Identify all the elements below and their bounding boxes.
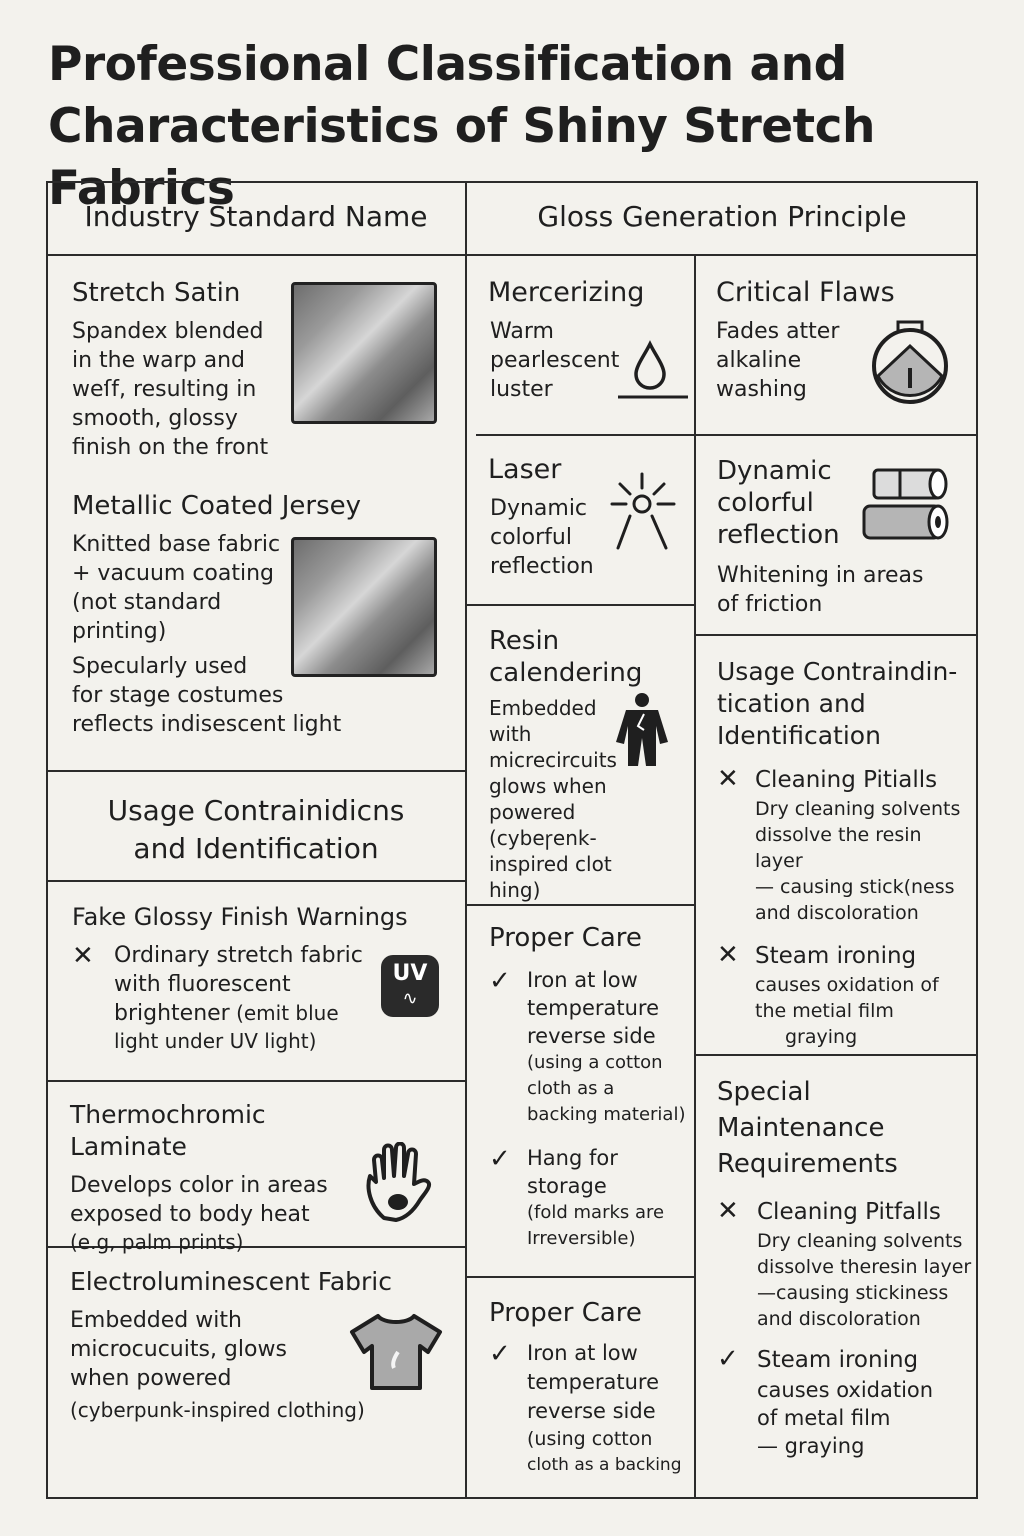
metallic-swatch-image: [291, 537, 437, 677]
thermo-section: [70, 1099, 370, 1255]
special-maintenance-section: [717, 1074, 975, 1460]
page-title: Professional Classification and Characteristics of Shiny Stretch Fabrics: [48, 37, 875, 216]
uv-wave-glyph: ∿: [402, 988, 418, 1009]
usage-right-item-line: causes oxidation of: [755, 974, 939, 996]
check-icon: ✓: [489, 1339, 511, 1369]
fake-gloss-line: with fluorescent: [114, 972, 291, 997]
dynamic-line: Whitening in areas: [717, 563, 924, 588]
critical-flaws-heading: Critical Flaws: [716, 277, 895, 308]
stretch-satin-line: weſf, resulting in: [72, 377, 257, 402]
satin-swatch-image: [291, 282, 437, 424]
electro-line: Embedded with: [70, 1308, 242, 1333]
row-divider: [694, 634, 978, 636]
proper-care-section: [489, 922, 689, 1252]
cross-icon: ✕: [72, 941, 94, 971]
cross-icon: ✕: [717, 1196, 739, 1226]
tshirt-icon: [348, 1312, 444, 1392]
laser-line: colorful: [490, 525, 572, 550]
proper-care-small: Irreversible): [527, 1228, 636, 1249]
proper-care-small: backing material): [527, 1104, 686, 1125]
proper-care-line: storage: [527, 1174, 607, 1198]
resin-line: glows when: [489, 774, 607, 798]
check-icon: ✓: [717, 1344, 739, 1374]
stretch-satin-section: [72, 277, 292, 462]
usage-right-section: [717, 656, 975, 1050]
row-divider: [46, 770, 466, 772]
critical-flaws-line: Fades atter: [716, 319, 840, 344]
special-item-line: —causing stickiness: [757, 1282, 949, 1304]
usage-right-item-title: Steam ironing: [755, 943, 917, 969]
hand-print-icon: [362, 1142, 442, 1224]
alkaline-wash-icon: [868, 318, 952, 406]
usage-right-heading: Identification: [717, 721, 881, 750]
special-item-line: of metal film: [757, 1406, 891, 1430]
proper-care-small: cloth as a: [527, 1078, 615, 1099]
proper-care-heading: Proper Care: [489, 1298, 642, 1328]
metallic-jersey-note: Specularly used: [72, 654, 248, 679]
metallic-jersey-note: for stage costumes: [72, 683, 284, 708]
resin-line: Embedded: [489, 696, 597, 720]
proper-care-small: cloth as a backing: [527, 1455, 682, 1475]
proper-care-line: temperature: [527, 996, 659, 1020]
thermo-small: (e.g, palm prints): [70, 1230, 244, 1254]
bodysuit-icon: [614, 692, 670, 768]
usage-right-item-line: the metial film: [755, 1000, 894, 1022]
stretch-satin-line: finish on the front: [72, 435, 269, 460]
proper-care-section: [489, 1297, 689, 1478]
usage-right-heading: Usage Contraindin-: [717, 657, 958, 686]
row-divider: [466, 604, 694, 606]
row-divider: [46, 1080, 466, 1082]
mercerizing-heading: Mercerizing: [488, 277, 645, 308]
metallic-jersey-line: printing): [72, 619, 167, 644]
proper-care-small: (fold marks are: [527, 1202, 665, 1223]
proper-care-line: Iron at low: [527, 1341, 638, 1365]
thermo-line: exposed to body heat: [70, 1202, 310, 1227]
dynamic-heading: colorful: [717, 488, 814, 518]
special-item-line: dissolve theresin layer: [757, 1256, 972, 1278]
usage-right-item-line: graying: [785, 1026, 858, 1048]
usage-right-item-line: Dry cleaning solvents: [755, 798, 961, 820]
metallic-jersey-line: (not standard: [72, 590, 222, 615]
stretch-satin-line: Spandex blended: [72, 319, 264, 344]
mercerizing-line: luster: [490, 377, 553, 402]
metallic-jersey-heading: Metallic Coated Jersey: [72, 491, 362, 521]
row-divider: [46, 880, 466, 882]
special-item-line: and discoloration: [757, 1308, 921, 1330]
proper-care-line: Hang for: [527, 1146, 618, 1170]
fake-gloss-line-tail: (emit blue: [229, 1001, 339, 1025]
check-icon: ✓: [489, 966, 511, 996]
proper-care-small: (using cotton: [527, 1428, 653, 1450]
special-item-line: — graying: [757, 1434, 865, 1458]
resin-line: hing): [489, 878, 541, 902]
resin-heading: calendering: [489, 658, 643, 688]
special-heading: Maintenance: [717, 1113, 885, 1143]
cross-icon: ✕: [717, 940, 739, 970]
water-drop-icon: [616, 340, 690, 402]
critical-flaws-line: washing: [716, 377, 807, 402]
proper-care-line: Iron at low: [527, 968, 638, 992]
metallic-jersey-line: Knitted base fabric: [72, 532, 281, 557]
row-divider: [476, 434, 694, 436]
cross-icon: ✕: [717, 764, 739, 794]
dynamic-heading: Dynamic: [717, 456, 832, 486]
usage-left-section: [48, 792, 464, 868]
row-divider: [466, 1276, 694, 1278]
column-header-name: Industry Standard Name: [84, 200, 428, 233]
fake-gloss-heading: Fake Glossy Finish Warnings: [72, 903, 408, 931]
laser-burst-icon: [608, 472, 678, 552]
usage-left-heading: and Identification: [133, 832, 379, 865]
row-divider: [694, 434, 978, 436]
stretch-satin-heading: Stretch Satin: [72, 278, 241, 308]
column-header-principle: Gloss Generation Principle: [537, 200, 907, 233]
special-item-line: Dry cleaning solvents: [757, 1230, 963, 1252]
proper-care-small: (using a cotton: [527, 1052, 663, 1073]
usage-right-item-line: — causing stick(ness: [755, 876, 955, 898]
dynamic-heading: reflection: [717, 520, 840, 550]
fake-gloss-line: brightener: [114, 1001, 230, 1026]
special-item-title: Cleaning Pitfalls: [757, 1199, 941, 1225]
thermo-line: Develops color in areas: [70, 1173, 328, 1198]
check-icon: ✓: [489, 1144, 511, 1174]
mercerizing-line: pearlescent: [490, 348, 620, 373]
resin-line: micrecircuits: [489, 748, 617, 772]
resin-line: inspired clot: [489, 852, 612, 876]
usage-right-item-line: dissolve the resin layer: [755, 824, 922, 872]
uv-light-icon: [381, 955, 439, 1017]
mercerizing-line: Warm: [490, 319, 554, 344]
header-divider: [46, 254, 978, 256]
special-item-line: causes oxidation: [757, 1378, 934, 1402]
laser-line: Dynamic: [490, 496, 588, 521]
electro-line: when powered: [70, 1366, 232, 1391]
special-heading: Special: [717, 1077, 811, 1107]
electro-small: (cyberpunk-inspired clothing): [70, 1398, 365, 1422]
column-divider-main: [465, 181, 467, 1499]
laser-line: reflection: [490, 554, 594, 579]
proper-care-line: reverse side: [527, 1399, 656, 1423]
usage-right-item-title: Cleaning Pitialls: [755, 767, 938, 793]
fabric-rolls-icon: [860, 466, 952, 542]
proper-care-heading: Proper Care: [489, 923, 642, 953]
critical-flaws-line: alkaline: [716, 348, 802, 373]
usage-right-heading: tication and: [717, 689, 866, 718]
stretch-satin-line: in the warp and: [72, 348, 246, 373]
usage-right-item-line: and discoloration: [755, 902, 919, 924]
special-heading: Requirements: [717, 1149, 898, 1179]
row-divider: [466, 904, 694, 906]
uv-icon-label: UV: [392, 961, 428, 986]
resin-heading: Resin: [489, 626, 560, 656]
dynamic-line: of friction: [717, 592, 823, 617]
usage-left-heading: Usage Contrainidicns: [107, 794, 405, 827]
electro-line: microcucuits, glows: [70, 1337, 287, 1362]
resin-line: with: [489, 722, 532, 746]
metallic-jersey-line: + vacuum coating: [72, 561, 275, 586]
row-divider: [694, 1054, 978, 1056]
fake-gloss-line: Ordinary stretch fabric: [114, 943, 363, 968]
proper-care-line: temperature: [527, 1370, 659, 1394]
fake-gloss-line: light under UV light): [114, 1029, 317, 1053]
special-item-title: Steam ironing: [757, 1347, 919, 1373]
stretch-satin-line: smooth, glossy: [72, 406, 238, 431]
column-divider-right: [694, 254, 696, 1499]
metallic-jersey-note: reflects indisescent light: [72, 712, 342, 737]
proper-care-line: reverse side: [527, 1024, 656, 1048]
thermo-heading: Thermochromic Laminate: [70, 1100, 266, 1161]
electro-heading: Electroluminescent Fabric: [70, 1267, 392, 1296]
laser-heading: Laser: [488, 454, 562, 485]
resin-line: powered (cybeꞅenk-: [489, 800, 597, 850]
